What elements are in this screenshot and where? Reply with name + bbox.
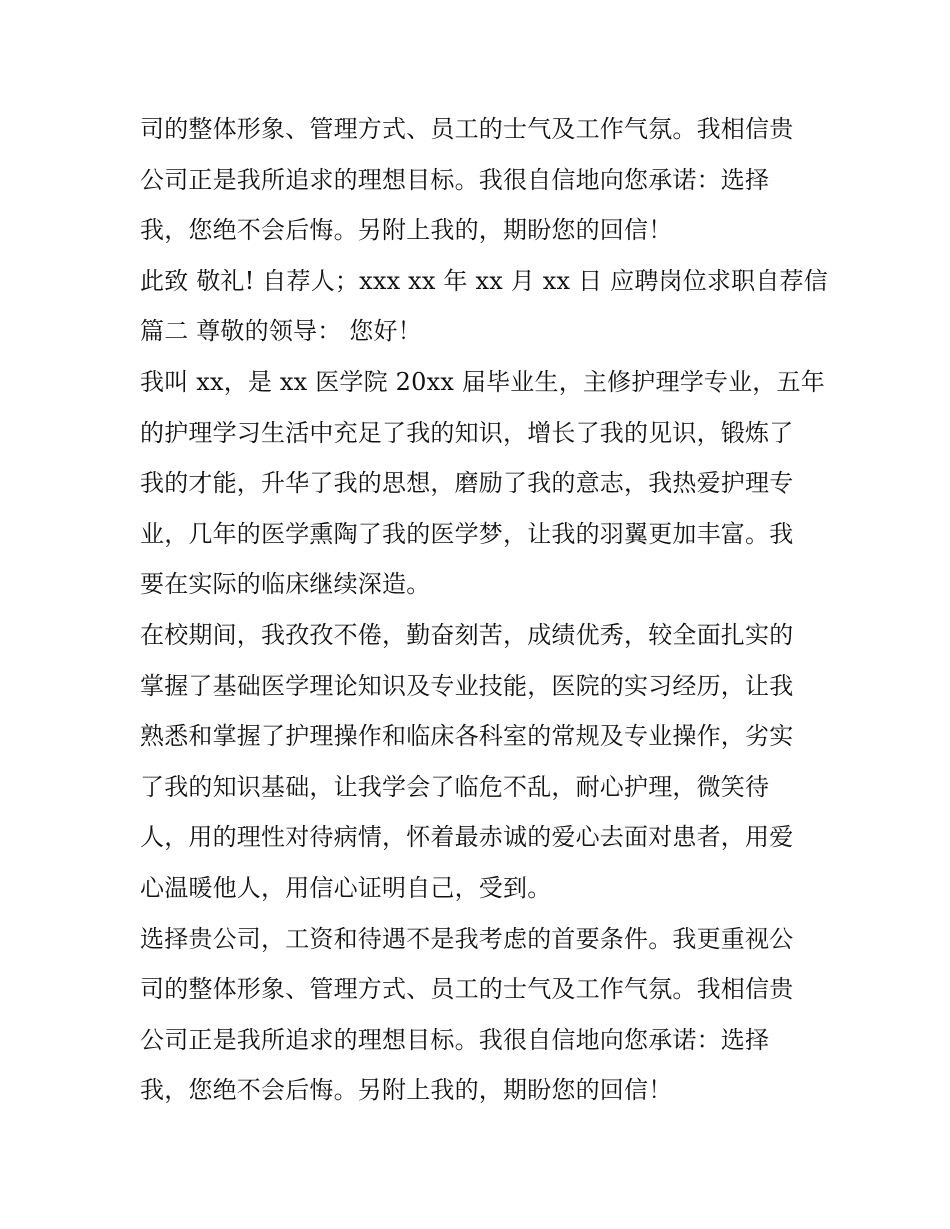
text-line: 我，您绝不会后悔。另附上我的，期盼您的回信！ <box>140 1076 673 1105</box>
text-line: 了我的知识基础，让我学会了临危不乱，耐心护理，微笑待 <box>140 772 770 801</box>
text-line: 我叫 xx，是 xx 医学院 20xx 届毕业生，主修护理学专业，五年 <box>140 367 825 396</box>
text-line: 司的整体形象、管理方式、员工的士气及工作气氛。我相信贵 <box>140 975 794 1004</box>
text-line: 公司正是我所追求的理想目标。我很自信地向您承诺：选择 <box>140 165 770 194</box>
text-line: 选择贵公司，工资和待遇不是我考虑的首要条件。我更重视公 <box>140 924 794 953</box>
text-line: 我的才能，升华了我的思想，磨励了我的意志，我热爱护理专 <box>140 469 794 498</box>
text-line: 此致 敬礼! 自荐人；xxx xx 年 xx 月 xx 日 应聘岗位求职自荐信 <box>140 266 828 295</box>
text-line: 我，您绝不会后悔。另附上我的，期盼您的回信！ <box>140 216 673 245</box>
letter-body <box>140 104 828 1116</box>
text-line: 熟悉和掌握了护理操作和临床各科室的常规及专业操作，劣实 <box>140 722 794 751</box>
text-line: 的护理学习生活中充足了我的知识，增长了我的见识，锻炼了 <box>140 418 794 447</box>
text-line: 心温暖他人，用信心证明自己，受到。 <box>140 873 552 902</box>
text-line: 在校期间，我孜孜不倦，勤奋刻苦，成绩优秀，较全面扎实的 <box>140 620 794 649</box>
text-line: 公司正是我所追求的理想目标。我很自信地向您承诺：选择 <box>140 1025 770 1054</box>
text-line: 要在实际的临床继续深造。 <box>140 570 431 599</box>
text-line: 掌握了基础医学理论知识及专业技能，医院的实习经历，让我 <box>140 671 794 700</box>
text-line: 篇二 尊敬的领导： 您好！ <box>140 317 422 346</box>
text-line: 业，几年的医学熏陶了我的医学梦，让我的羽翼更加丰富。我 <box>140 519 794 548</box>
text-line: 司的整体形象、管理方式、员工的士气及工作气氛。我相信贵 <box>140 115 794 143</box>
text-line: 人，用的理性对待病情，怀着最赤诚的爱心去面对患者，用爱 <box>140 823 794 852</box>
